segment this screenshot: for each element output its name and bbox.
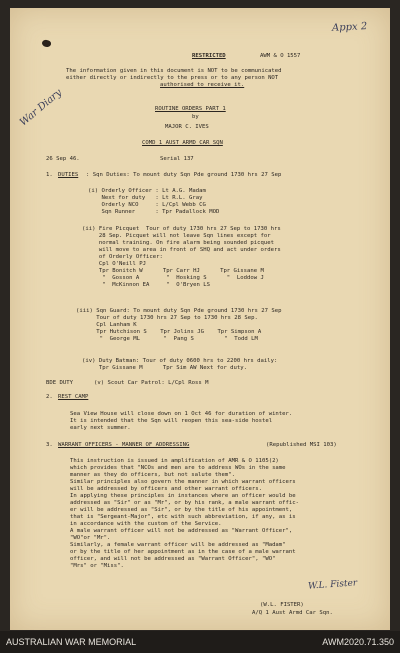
body-line: "Mrs" or "Miss". [70,563,124,569]
duty-line: Next for duty : Lt R.L. Gray [88,195,203,201]
body-line: that is "Sergeant-Major", etc with such abbreviation, if any, as is [70,514,296,520]
handwritten-war-diary-note: War Diary [18,87,65,129]
bde-duty-label: BDE DUTY [46,380,73,386]
duty-line: normal training. On fire alarm being sounded picquet [82,240,274,246]
body-line: "WO"or "Mr". [70,535,111,541]
duty-line: will move to area in front of SHQ and act under orders [82,247,281,253]
duty-line: " Gosson A " Hosking S " Loddow J [82,275,264,281]
orders-by: by [192,114,199,120]
duty-line: Tpr Bonitch W Tpr Carr HJ Tpr Gissane M [82,268,264,274]
duty-line: Cpl O'Neill PJ [82,261,146,267]
body-line: which provides that "NCOs and men are to address WOs in the same [70,465,286,471]
section-number: 2. [46,394,53,400]
body-line: in accordance with the custom of the Service. [70,521,222,527]
signature-scribble: W.L. Fister [307,578,358,592]
section-intro: : Sqn Duties: To mount duty Sqn Pde ground 1730 hrs 27 Sep [86,172,282,178]
body-line: A male warrant officer will not be addressed as "Warrant Officer", [70,528,293,534]
commander-name: MAJOR C. IVES [165,124,209,130]
archive-footer [0,631,400,653]
body-line: In applying these principles in instances where an officer would be [70,493,296,499]
classification-label: RESTRICTED [192,53,226,59]
signatory-name: (W.L. FISTER) [260,602,304,608]
body-line: This instruction is issued in amplification of AMR & O 1105(2) [70,458,279,464]
body-line: Similarly, a female warrant officer will be addressed as "Madam" [70,542,286,548]
duty-line: (i) Orderly Officer : Lt A.G. Madam [88,188,206,194]
duty-line: Tour of duty 1730 hrs 27 Sep to 1730 hrs 28 Sep. [76,315,258,321]
section-heading: DUTIES [58,172,79,178]
serial-number: Serial 137 [160,156,194,162]
ink-blot [41,39,52,49]
order-date: 26 Sep 46. [46,156,80,162]
body-line: early next summer. [70,425,131,431]
orders-title: ROUTINE ORDERS PART 1 [155,106,226,112]
body-line: will be addressed by officers and other warrant officers. [70,486,262,492]
signatory-role: A/Q 1 Aust Armd Car Sqn. [252,610,333,616]
duty-line: " McKinnon EA " O'Bryen LS [82,282,210,288]
section-number: 3. [46,442,53,448]
duty-line: (ii) Fire Picquet Tour of duty 1730 hrs 27 Sep to 1730 hrs [82,226,281,232]
body-line: addressed as "Sir" or as "Mr", or by his rank, a male warrant offic- [70,500,300,506]
body-line: officer, and will not be addressed as "Warrant Officer", "WO" [70,556,276,562]
duty-line: Cpl Lanham K [76,322,137,328]
document-reference: AWM & O 1557 [260,53,301,59]
notice-line: The information given in this document is NOT to be communicated [66,68,282,74]
body-line: manner as they do officers, but not salute them". [70,472,236,478]
body-line: or by the title of her appointment as in the case of a male warrant [70,549,296,555]
duty-line: (iii) Sqn Guard: To mount duty Sqn Pde ground 1730 hrs 27 Sep [76,308,282,314]
handwritten-appendix-note: Appx 2 [331,21,368,34]
duty-line: 28 Sep. Picquet will not leave Sqn lines except for [82,233,271,239]
body-line: Similar principles also govern the manner in which warrant officers [70,479,296,485]
scout-car-patrol: (v) Scout Car Patrol: L/Cpl Ross M [94,380,209,386]
duty-line: Sqn Runner : Tpr Padallock MOD [88,209,220,215]
section-heading: REST CAMP [58,394,89,400]
notice-line: authorised to receive it. [160,82,245,88]
unit-name: COMD 1 AUST ARMD CAR SQN [142,140,223,146]
body-line: It is intended that the Sqn will reopen this sea-side hostel [70,418,273,424]
document-page [10,8,390,630]
archive-name: AUSTRALIAN WAR MEMORIAL [6,637,137,647]
notice-line: either directly or indirectly to the press or to any person NOT [66,75,279,81]
duty-line: (iv) Duty Batman: Tour of duty 0600 hrs to 2200 hrs daily: [82,358,278,364]
section-heading: WARRANT OFFICERS - MANNER OF ADDRESSING [58,442,190,448]
section-number: 1. [46,172,53,178]
duty-line: " George ML " Pang S " Todd LM [76,336,258,342]
duty-line: Tpr Hutchison S Tpr Jolins JG Tpr Simpson A [76,329,262,335]
duty-line: of Orderly Officer: [82,254,163,260]
body-line: Sea View House will close down on 1 Oct 46 for duration of winter. [70,411,293,417]
archive-id: AWM2020.71.350 [322,637,394,647]
duty-line: Tpr Gissane M Tpr Sim AW Next for duty. [82,365,248,371]
duty-line: Orderly NCO : L/Cpl Webb CG [88,202,206,208]
body-line: er will be addressed as "Sir", or by the title of his appointment, [70,507,293,513]
section-reference: (Republished MSI 103) [266,442,337,448]
